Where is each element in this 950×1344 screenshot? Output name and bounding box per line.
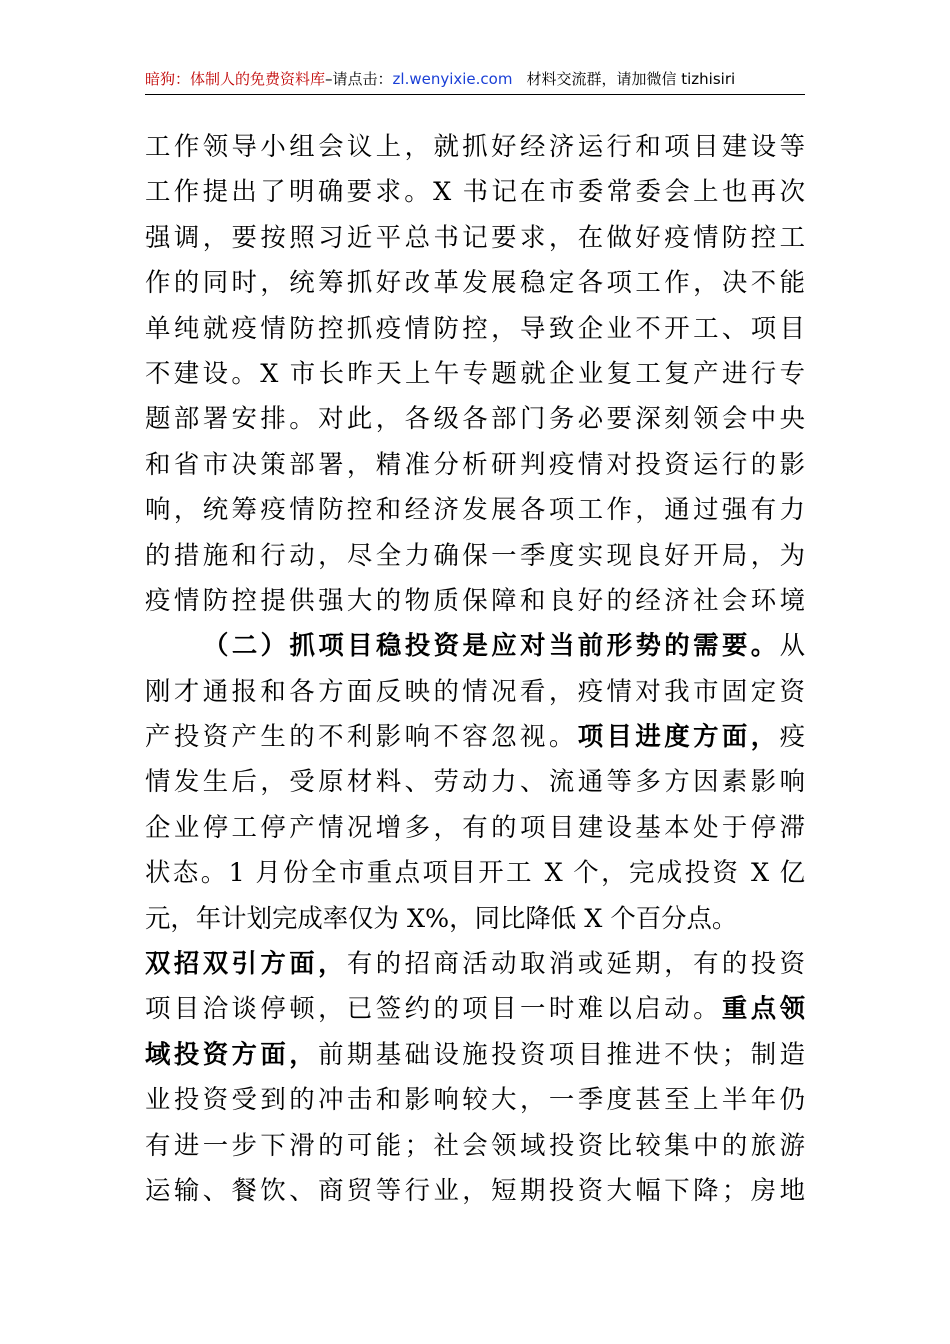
text-segment: 企业停工停产情况增多，有的项目建设基本处于停滞 [145, 811, 805, 842]
text-segment: 刚才通报和各方面反映的情况看，疫情对我市固定资 [145, 675, 805, 706]
text-line [145, 714, 805, 759]
text-line [145, 169, 805, 214]
text-segment: 的措施和行动，尽全力确保一季度实现良好开局，为 [145, 539, 805, 570]
text-segment: 响，统筹疫情防控和经济发展各项工作，通过强有力 [145, 494, 805, 525]
text-segment: 运输、餐饮、商贸等行业，短期投资大幅下降；房地 [145, 1174, 805, 1205]
text-line [145, 1077, 805, 1122]
bold-segment: 项目进度方面， [577, 721, 780, 752]
text-segment: 工作提出了明确要求。X 书记在市委常委会上也再次 [145, 176, 805, 207]
text-segment: 和省市决策部署，精准分析研判疫情对投资运行的影 [145, 448, 805, 479]
text-line [145, 850, 805, 895]
header-brand: 暗狗：体制人的免费资料库 [145, 70, 326, 88]
text-line [145, 578, 805, 623]
text-line [145, 759, 805, 804]
text-segment: 有进一步下滑的可能；社会领域投资比较集中的旅游 [145, 1129, 805, 1160]
text-line [145, 396, 805, 441]
text-line [145, 215, 805, 260]
text-line [145, 442, 805, 487]
text-line [145, 986, 805, 1031]
text-line [145, 533, 805, 578]
text-segment: 前期基础设施投资项目推进不快；制造 [318, 1038, 805, 1069]
bold-segment: 重点领 [721, 993, 805, 1024]
text-line [145, 487, 805, 532]
text-line [145, 351, 805, 396]
text-segment: 产投资产生的不利影响不容忽视。 [145, 721, 578, 752]
text-line [145, 805, 805, 850]
page-header [145, 64, 805, 95]
text-segment: 单纯就疫情防控抓疫情防控，导致企业不开工、项目 [145, 312, 805, 343]
text-line [145, 941, 805, 986]
document-body [145, 124, 805, 1213]
text-line [145, 669, 805, 714]
text-segment: 不建设。X 市长昨天上午专题就企业复工复产进行专 [145, 357, 805, 388]
text-segment: 项目洽谈停顿，已签约的项目一时难以启动。 [145, 993, 722, 1024]
text-line [145, 1168, 805, 1213]
bold-segment: （二）抓项目稳投资是应对当前形势的需要。 [203, 630, 780, 661]
text-segment: 状态。1 月份全市重点项目开工 X 个，完成投资 X 亿 [145, 857, 805, 888]
text-segment: 疫情防控提供强大的物质保障和良好的经济社会环境 [145, 584, 805, 615]
text-line [145, 1032, 805, 1077]
bold-segment: 双招双引方面， [145, 948, 347, 979]
text-line [145, 1123, 805, 1168]
text-segment: 疫 [779, 721, 805, 752]
text-segment: 作的同时，统筹抓好改革发展稳定各项工作，决不能 [145, 267, 805, 298]
text-line [145, 623, 805, 668]
text-segment: 从 [779, 630, 805, 661]
text-line [145, 260, 805, 305]
text-line [145, 124, 805, 169]
header-url-link[interactable]: zl.wenyixie.com [392, 70, 513, 88]
text-segment: 题部署安排。对此，各级各部门务必要深刻领会中央 [145, 403, 805, 434]
text-line [145, 306, 805, 351]
text-segment: 元，年计划完成率仅为 X%，同比降低 X 个百分点。 [145, 902, 738, 933]
bold-segment: 域投资方面， [145, 1038, 319, 1069]
header-prompt: –请点击： [325, 70, 393, 88]
text-segment: 业投资受到的冲击和影响较大，一季度甚至上半年仍 [145, 1084, 805, 1115]
text-segment: 强调，要按照习近平总书记要求，在做好疫情防控工 [145, 221, 805, 252]
text-segment: 工作领导小组会议上，就抓好经济运行和项目建设等 [145, 131, 805, 161]
text-segment: 情发生后，受原材料、劳动力、流通等多方因素影响 [145, 766, 805, 797]
text-segment: 有的招商活动取消或延期，有的投资 [346, 948, 805, 979]
text-line [145, 896, 805, 941]
header-contact: 材料交流群，请加微信 tizhisiri [526, 70, 736, 88]
